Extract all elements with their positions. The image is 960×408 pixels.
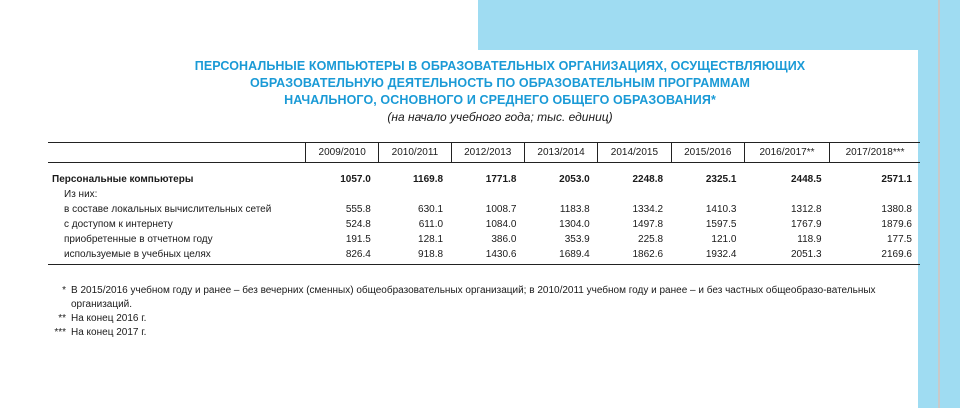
table-cell: 2571.1 [881,174,912,185]
table-cell: 128.1 [418,234,444,245]
table-cell: 1334.2 [632,204,664,215]
table-row [48,202,920,217]
table-cell: 2248.8 [632,174,664,185]
table-row [48,247,920,265]
column-header: 2017/2018*** [830,143,920,163]
column-header: 2015/2016 [671,143,744,163]
footnote [40,312,920,326]
table-row [48,217,920,232]
table-cell: 2053.0 [559,174,590,185]
column-header: 2013/2014 [524,143,597,163]
table-cell: 2325.1 [705,174,737,185]
table-cell: 1689.4 [524,247,597,265]
table-cell: 1879.6 [881,219,912,230]
column-header: 2010/2011 [379,143,451,163]
table-cell [306,187,379,202]
table-cell: 1312.8 [791,204,822,215]
table-cell: 826.4 [306,247,379,265]
table-cell [744,187,829,202]
row-label: Из них: [64,189,98,200]
table-row-subheading [48,187,920,202]
footnotes [40,284,920,340]
table-cell [379,187,451,202]
decorative-blue-band [478,0,960,50]
table-cell: 1430.6 [451,247,524,265]
footnote-mark: *** [54,327,66,338]
page-edge [938,0,940,408]
row-label: Персональные компьютеры [52,174,194,185]
table-cell: 2051.3 [744,247,829,265]
table-cell: 1380.8 [881,204,912,215]
table-cell: 353.9 [564,234,590,245]
column-header: 2014/2015 [598,143,671,163]
table-cell: 630.1 [418,204,444,215]
table-cell: 386.0 [491,234,517,245]
table-row [48,232,920,247]
row-label: в составе локальных вычислительных сетей [64,204,272,215]
table-cell: 1057.0 [340,174,371,185]
table-cell: 1862.6 [598,247,671,265]
row-label: с доступом к интернету [64,219,173,230]
table-cell: 1169.8 [413,174,444,185]
table-cell: 1008.7 [485,204,517,215]
table-cell: 1771.8 [485,174,517,185]
table-cell [598,187,671,202]
table-cell [524,187,597,202]
footnote [40,284,920,312]
table-cell: 1084.0 [485,219,517,230]
footnote-mark: ** [58,313,66,324]
table-subtitle: (на начало учебного года; тыс. единиц) [387,110,613,124]
table-cell: 121.0 [711,234,737,245]
statistics-table [48,142,920,265]
row-label: используемые в учебных целях [48,247,306,265]
table-cell: 1304.0 [559,219,590,230]
table-cell: 177.5 [886,234,912,245]
table-cell: 611.0 [418,219,444,230]
table-cell: 191.5 [345,234,371,245]
table-cell: 1932.4 [671,247,744,265]
footnote-mark: * [62,285,66,296]
table-cell: 1767.9 [791,219,822,230]
header-stub [48,143,306,163]
table-cell: 1410.3 [705,204,737,215]
footnote-text: На конец 2017 г. [71,327,147,338]
table-cell: 2169.6 [830,247,920,265]
footnote-text: На конец 2016 г. [71,313,147,324]
column-header: 2012/2013 [451,143,524,163]
table-cell: 1597.5 [705,219,737,230]
footnote [40,326,920,340]
table-cell [671,187,744,202]
table-cell: 225.8 [638,234,664,245]
footnote-text: В 2015/2016 учебном году и ранее – без вечерних (сменных) общеобразовательных организаций; в 2010/2011 учебном году и ранее – и без частных общеобразо-вательных организаций. [71,285,876,310]
table-row-total [48,163,920,188]
table-cell: 1497.8 [632,219,664,230]
table-cell: 918.8 [379,247,451,265]
table-cell [830,187,920,202]
title-line-2: ОБРАЗОВАТЕЛЬНУЮ ДЕЯТЕЛЬНОСТЬ ПО ОБРАЗОВАТЕЛЬНЫМ ПРОГРАММАМ [249,76,751,90]
table-cell: 2448.5 [791,174,822,185]
table-cell: 118.9 [797,234,822,245]
table-title [150,58,850,124]
table-cell: 524.8 [345,219,371,230]
title-line-1: ПЕРСОНАЛЬНЫЕ КОМПЬЮТЕРЫ В ОБРАЗОВАТЕЛЬНЫХ ОРГАНИЗАЦИЯХ, ОСУЩЕСТВЛЯЮЩИХ [194,59,806,73]
column-header: 2009/2010 [306,143,379,163]
table-cell [451,187,524,202]
row-label: приобретенные в отчетном году [64,234,213,245]
title-line-3: НАЧАЛЬНОГО, ОСНОВНОГО И СРЕДНЕГО ОБЩЕГО ОБРАЗОВАНИЯ* [284,93,716,107]
column-header: 2016/2017** [744,143,829,163]
table-cell: 1183.8 [559,204,590,215]
table-cell: 555.8 [345,204,371,215]
table-header-row [48,143,920,163]
